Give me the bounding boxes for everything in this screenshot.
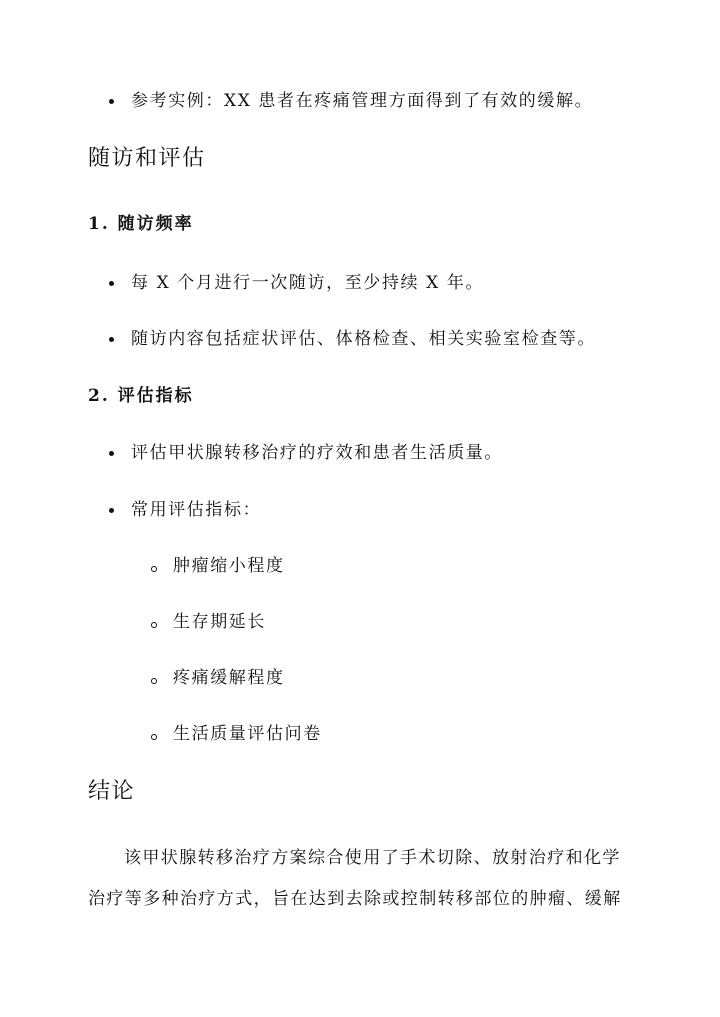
- sub-list-item-text: 疼痛缓解程度: [173, 668, 285, 688]
- bullet-icon: [109, 451, 114, 456]
- sub-list-item-text: 生活质量评估问卷: [173, 724, 322, 744]
- list-item-text: 常用评估指标：: [131, 500, 262, 520]
- circle-bullet-icon: [151, 622, 157, 628]
- bullet-icon: [109, 337, 114, 342]
- circle-bullet-icon: [151, 566, 157, 572]
- circle-bullet-icon: [151, 678, 157, 684]
- bullet-icon: [109, 281, 114, 286]
- sub-list-item-text: 生存期延长: [173, 612, 266, 632]
- subheading-followup-frequency: 1. 随访频率: [88, 214, 194, 234]
- paragraph-line: 治疗等多种治疗方式，旨在达到去除或控制转移部位的肿瘤、缓解: [88, 889, 622, 909]
- list-item-text: 评估甲状腺转移治疗的疗效和患者生活质量。: [131, 443, 503, 463]
- list-item-text: 每 X 个月进行一次随访，至少持续 X 年。: [131, 273, 485, 293]
- section-heading-conclusion: 结论: [88, 779, 136, 804]
- bullet-icon: [109, 508, 114, 513]
- list-item-text: 随访内容包括症状评估、体格检查、相关实验室检查等。: [131, 329, 596, 349]
- subheading-evaluation-metrics: 2. 评估指标: [88, 386, 194, 406]
- circle-bullet-icon: [151, 734, 157, 740]
- section-heading-followup: 随访和评估: [88, 146, 206, 171]
- sub-list-item-text: 肿瘤缩小程度: [173, 556, 285, 576]
- paragraph-line: 该甲状腺转移治疗方案综合使用了手术切除、放射治疗和化学: [124, 848, 621, 868]
- bullet-icon: [109, 99, 114, 104]
- list-item-text: 参考实例：XX 患者在疼痛管理方面得到了有效的缓解。: [131, 91, 594, 111]
